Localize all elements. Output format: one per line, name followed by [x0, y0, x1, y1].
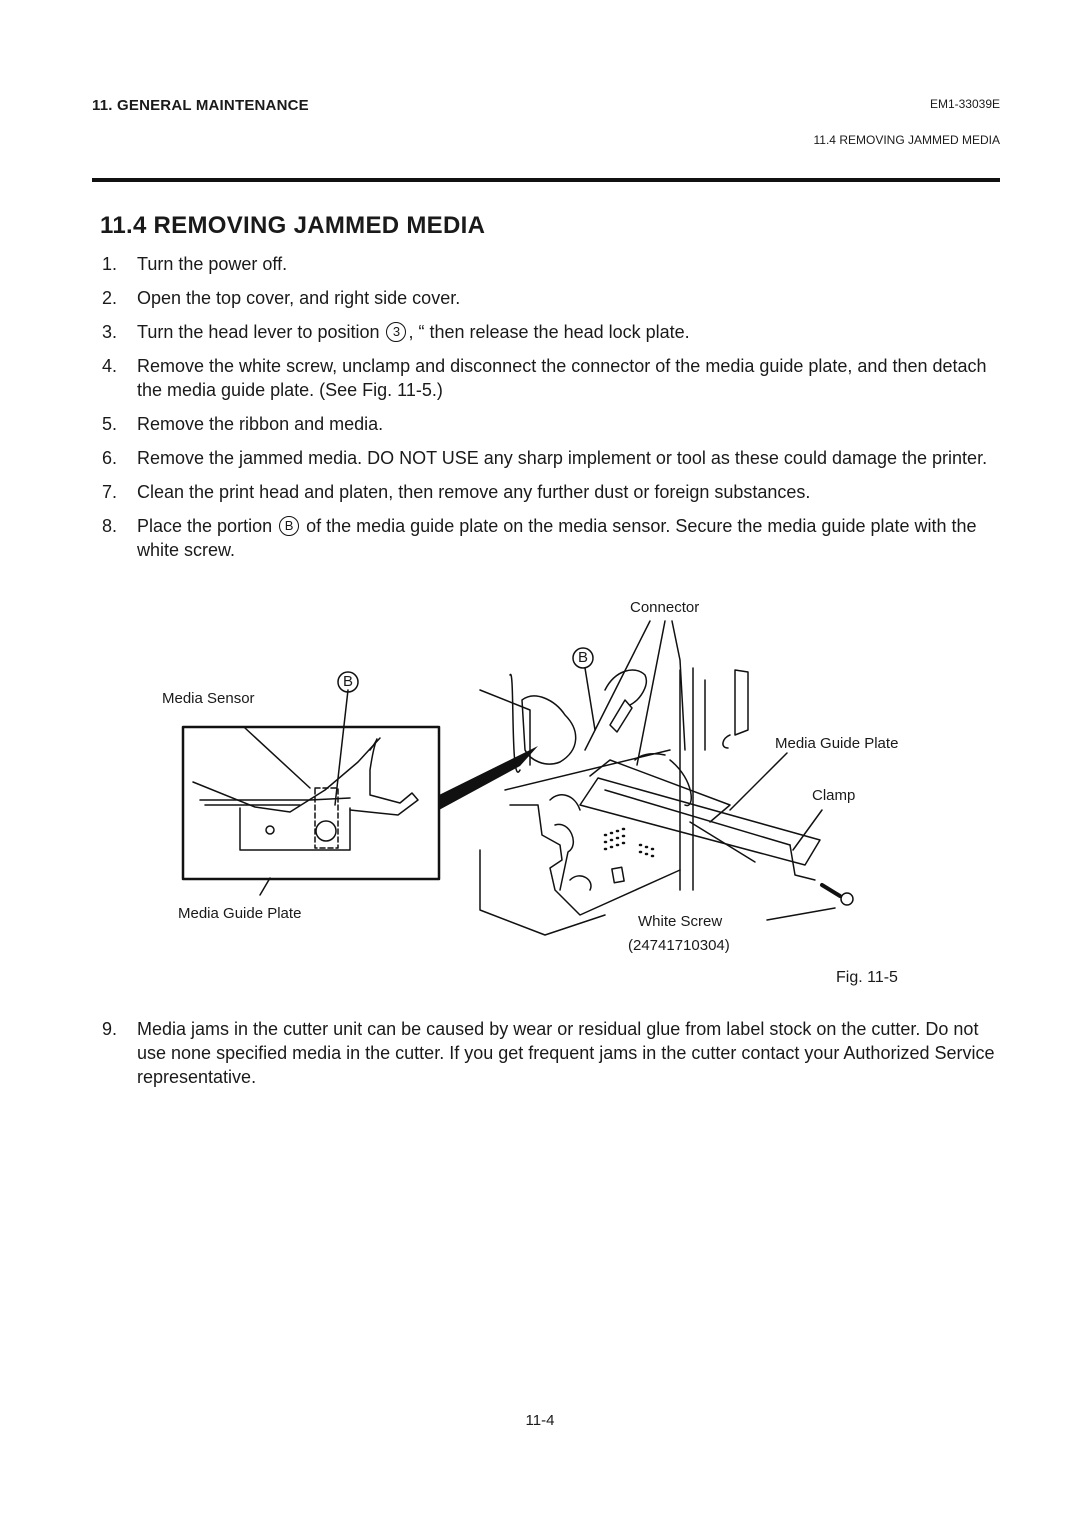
- label-clamp: Clamp: [812, 787, 856, 804]
- label-part-number: (24741710304): [628, 937, 730, 954]
- step-5: [102, 412, 1000, 436]
- step-text: [137, 320, 1000, 344]
- marker-b-left: B: [342, 673, 353, 690]
- label-connector: Connector: [630, 599, 700, 616]
- figure-11-5: [150, 590, 940, 990]
- media-sensor-inset: [183, 727, 439, 879]
- step-number: 5.: [102, 414, 118, 434]
- step-7: [102, 480, 1000, 504]
- step-number: 2.: [102, 288, 118, 308]
- label-media-guide-plate-right: Media Guide Plate: [775, 735, 899, 752]
- step-number: 1.: [102, 254, 118, 274]
- step-8: [102, 514, 1000, 562]
- step-9: [102, 1017, 1000, 1089]
- step-number: 6.: [102, 448, 118, 468]
- step-number: 9.: [102, 1019, 118, 1039]
- step-text: Remove the ribbon and media.: [137, 414, 384, 434]
- label-white-screw: White Screw: [638, 913, 723, 930]
- step-text: Clean the print head and platen, then remove any further dust or foreign substances.: [137, 482, 811, 502]
- step-text-post: of the media guide plate on the media sensor. Secure the media guide plate with the white screw.: [137, 516, 977, 560]
- label-media-sensor: Media Sensor: [162, 690, 255, 707]
- document-code: EM1-33039E: [929, 97, 1000, 111]
- label-media-guide-plate-left: Media Guide Plate: [178, 905, 302, 922]
- step-1: [102, 252, 1000, 276]
- step-4: [102, 354, 1000, 402]
- step-text-post: , “ then release the head lock plate.: [408, 322, 690, 342]
- position-3-marker: 3: [386, 322, 406, 342]
- printer-mechanism: [480, 668, 856, 935]
- step-number: 7.: [102, 482, 118, 502]
- step-text: [137, 514, 1000, 562]
- marker-b-right: B: [577, 649, 588, 666]
- figure-caption: Fig. 11-5: [836, 969, 898, 986]
- step-text: Open the top cover, and right side cover.: [137, 288, 461, 308]
- step-2: [102, 286, 1000, 310]
- subsection-header: 11.4 REMOVING JAMMED MEDIA: [813, 133, 1000, 147]
- step-number: 8.: [102, 516, 118, 536]
- portion-b-marker: B: [279, 516, 299, 536]
- step-text-pre: Place the portion: [137, 516, 278, 536]
- header-rule: [92, 178, 1000, 182]
- procedure-steps: [102, 252, 1000, 572]
- step-text: Remove the white screw, unclamp and disconnect the connector of the media guide plate, and then detach the media guide plate. (See Fig. 11-5.): [137, 356, 987, 400]
- step-number: 4.: [102, 356, 118, 376]
- step-text: Remove the jammed media. DO NOT USE any sharp implement or tool as these could damage the printer.: [137, 448, 988, 468]
- step-text: Turn the power off.: [137, 254, 288, 274]
- section-header: 11. GENERAL MAINTENANCE: [92, 97, 309, 114]
- step-6: [102, 446, 1000, 470]
- step-number: 3.: [102, 322, 118, 342]
- step-text: Media jams in the cutter unit can be caused by wear or residual glue from label stock on the cutter. Do not use none specified media in the cutter. If you get frequent jams in the cutter contact your Authorized Service representative.: [137, 1019, 995, 1087]
- page-number: 11-4: [525, 1412, 555, 1429]
- step-3: [102, 320, 1000, 344]
- page-title: 11.4 REMOVING JAMMED MEDIA: [100, 212, 486, 239]
- step-text-pre: Turn the head lever to position: [137, 322, 385, 342]
